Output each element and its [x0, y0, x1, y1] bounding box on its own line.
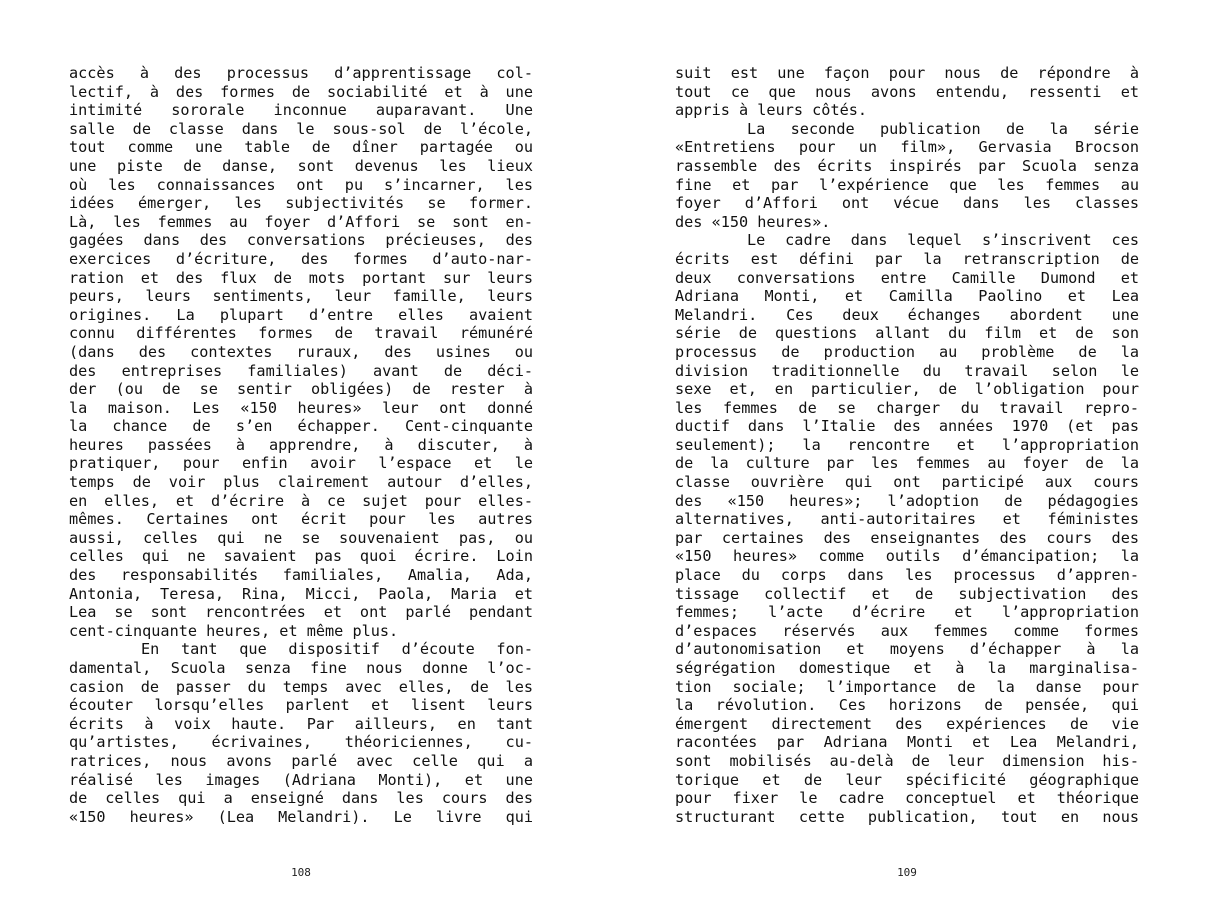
text-line: connu différentes formes de travail rémunéré [69, 324, 533, 343]
text-line: celles qui ne savaient pas quoi écrire. Loin [69, 547, 533, 566]
text-line: aussi, celles qui ne se souvenaient pas, ou [69, 528, 533, 547]
text-line: alternatives, anti-autoritaires et féministes [675, 510, 1139, 529]
text-line: des entreprises familiales) avant de déci- [69, 361, 533, 380]
text-line: de celles qui a enseigné dans les cours des [69, 789, 533, 808]
text-line: seulement); la rencontre et l’appropriation [675, 435, 1139, 454]
text-line: émergent directement des expériences de vie [675, 714, 1139, 733]
text-line: des «150 heures»; l’adoption de pédagogies [675, 491, 1139, 510]
text-line: place du corps dans les processus d’appren- [675, 566, 1139, 585]
text-line: salle de classe dans le sous-sol de l’école, [69, 119, 533, 138]
text-line: Antonia, Teresa, Rina, Micci, Paola, Maria et [69, 584, 533, 603]
text-line: femmes; l’acte d’écrire et l’appropriation [675, 603, 1139, 622]
text-line: pour fixer le cadre conceptuel et théorique [675, 789, 1139, 808]
text-line: deux conversations entre Camille Dumond et [675, 268, 1139, 287]
text-line: intimité sororale inconnue auparavant. Une [69, 101, 533, 120]
text-line: tissage collectif et de subjectivation des [675, 584, 1139, 603]
text-line: des «150 heures». [675, 212, 831, 231]
text-line: «150 heures» comme outils d’émancipation; la [675, 547, 1139, 566]
text-line: d’autonomisation et moyens d’échapper à la [675, 640, 1139, 659]
text-line: de la culture par les femmes au foyer de la [675, 454, 1139, 473]
text-line: lectif, à des formes de sociabilité et à une [69, 82, 533, 101]
text-line: Le cadre dans lequel s’inscrivent ces [747, 231, 1139, 250]
right-page-text [675, 64, 1139, 826]
text-line: «Entretiens pour un film», Gervasia Brocson [675, 138, 1139, 157]
text-line: tout ce que nous avons entendu, ressenti et [675, 82, 1139, 101]
text-line: origines. La plupart d’entre elles avaient [69, 305, 533, 324]
text-line: les femmes de se charger du travail repro- [675, 398, 1139, 417]
text-line: temps de voir plus clairement autour d’elles, [69, 473, 533, 492]
text-line: écrits à voix haute. Par ailleurs, en tant [69, 714, 533, 733]
text-line: Melandri. Ces deux échanges abordent une [675, 305, 1139, 324]
text-line: tion sociale; l’importance de la danse pour [675, 677, 1139, 696]
text-line: cent-cinquante heures, et même plus. [69, 621, 399, 640]
text-line: fine et par l’expérience que les femmes au [675, 175, 1139, 194]
text-line: ration et des flux de mots portant sur leurs [69, 268, 533, 287]
text-line: Là, les femmes au foyer d’Affori se sont en- [69, 212, 533, 231]
text-line: la révolution. Ces horizons de pensée, qui [675, 696, 1139, 715]
right-page [603, 0, 1206, 904]
text-line: ratrices, nous avons parlé avec celle qui a [69, 751, 533, 770]
text-line: Lea se sont rencontrées et ont parlé pendant [69, 603, 533, 622]
text-line: écouter lorsqu’elles parlent et lisent leurs [69, 696, 533, 715]
text-line: processus de production au problème de la [675, 342, 1139, 361]
text-line: exercices d’écriture, des formes d’auto-nar- [69, 249, 533, 268]
text-line: der (ou de se sentir obligées) de rester à [69, 380, 533, 399]
text-line: foyer d’Affori ont vécue dans les classes [675, 194, 1139, 213]
text-line: appris à leurs côtés. [675, 101, 868, 120]
text-line: peurs, leurs sentiments, leur famille, leurs [69, 287, 533, 306]
text-line: classe ouvrière qui ont participé aux cours [675, 473, 1139, 492]
text-line: damental, Scuola senza fine nous donne l’oc- [69, 659, 533, 677]
text-line: des responsabilités familiales, Amalia, Ada, [69, 566, 533, 585]
text-line: La seconde publication de la série [747, 119, 1139, 138]
text-line: qu’artistes, écrivaines, théoriciennes, cu- [69, 733, 533, 752]
text-line: (dans des contextes ruraux, des usines ou [69, 342, 533, 361]
text-line: racontées par Adriana Monti et Lea Melandri, [675, 733, 1139, 752]
text-line: mêmes. Certaines ont écrit pour les autres [69, 510, 533, 529]
text-line: En tant que dispositif d’écoute fon- [141, 640, 533, 659]
text-line: casion de passer du temps avec elles, de les [69, 677, 533, 696]
text-line: rassemble des écrits inspirés par Scuola senza [675, 156, 1139, 175]
text-line: où les connaissances ont pu s’incarner, les [69, 175, 533, 194]
text-line: idées émerger, les subjectivités se former. [69, 194, 533, 213]
text-line: la chance de s’en échapper. Cent-cinquante [69, 417, 533, 436]
page-number: 109 [897, 866, 917, 879]
text-line: suit est une façon pour nous de répondre à [675, 64, 1139, 82]
text-line: heures passées à apprendre, à discuter, à [69, 435, 533, 454]
text-line: torique et de leur spécificité géographique [675, 770, 1139, 789]
text-line: accès à des processus d’apprentissage col- [69, 64, 533, 82]
text-line: «150 heures» (Lea Melandri). Le livre qui [69, 807, 533, 826]
page-number: 108 [291, 866, 311, 879]
text-line: pratiquer, pour enfin avoir l’espace et le [69, 454, 533, 473]
text-line: en elles, et d’écrire à ce sujet pour elles- [69, 491, 533, 510]
left-page-text [69, 64, 533, 826]
text-line: division traditionnelle du travail selon le [675, 361, 1139, 380]
text-line: par certaines des enseignantes des cours des [675, 528, 1139, 547]
text-line: sont mobilisés au-delà de leur dimension his- [675, 751, 1139, 770]
text-line: ductif dans l’Italie des années 1970 (et pas [675, 417, 1139, 436]
text-line: structurant cette publication, tout en nous [675, 807, 1139, 826]
text-line: la maison. Les «150 heures» leur ont donné [69, 398, 533, 417]
text-line: une piste de danse, sont devenus les lieux [69, 156, 533, 175]
text-line: écrits est défini par la retranscription de [675, 249, 1139, 268]
text-line: Adriana Monti, et Camilla Paolino et Lea [675, 287, 1139, 306]
text-line: réalisé les images (Adriana Monti), et une [69, 770, 533, 789]
text-line: sexe et, en particulier, de l’obligation pour [675, 380, 1139, 399]
text-line: d’espaces réservés aux femmes comme formes [675, 621, 1139, 640]
text-line: gagées dans des conversations précieuses, des [69, 231, 533, 250]
text-line: tout comme une table de dîner partagée ou [69, 138, 533, 157]
text-line: série de questions allant du film et de son [675, 324, 1139, 343]
text-line: ségrégation domestique et à la marginalisa- [675, 659, 1139, 677]
